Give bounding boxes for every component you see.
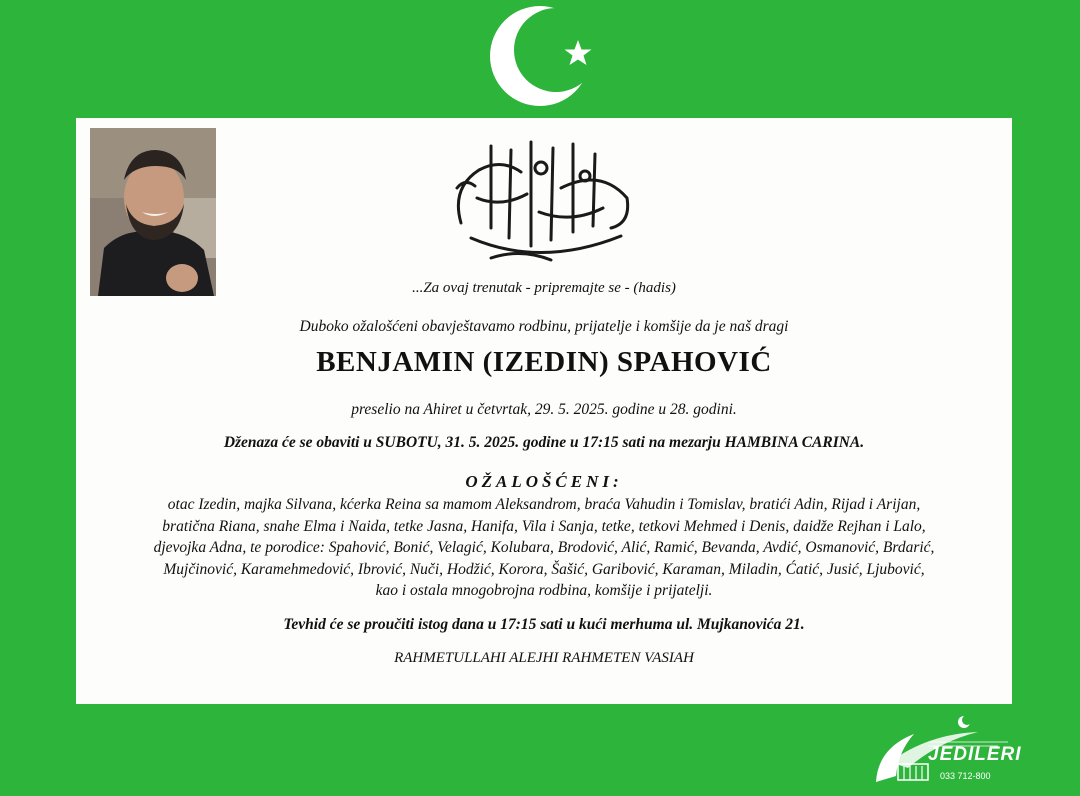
hadith-motto: ...Za ovaj trenutak - pripremajte se - (hadis) <box>412 280 676 296</box>
crescent-star-icon <box>488 4 598 109</box>
mourners-line: kao i ostala mnogobrojna rodbina, komšije i prijatelji. <box>375 582 713 599</box>
obituary-card <box>76 118 1012 704</box>
mourners-heading: OŽALOŠĆENI: <box>465 472 623 491</box>
closing-prayer: RAHMETULLAHI ALEJHI RAHMETEN VASIAH <box>394 650 694 666</box>
logo-name: JEDILERI <box>928 744 1022 765</box>
mourners-line: bratična Riana, snahe Elma i Naida, tetke Jasna, Hanifa, Vila i Sanja, tetke, tetkovi Mehmed i Denis, daidže Rejhan i Lalo, <box>162 517 926 535</box>
mourners-line: Mujčinović, Karamehmedović, Ibrović, Nuči, Hodžić, Korora, Šašić, Garibović, Karaman, Miladin, Ćatić, Jusić, Ljubović, <box>163 560 925 578</box>
intro-text: Duboko ožalošćeni obavještavamo rodbinu, prijatelje i komšije da je naš dragi <box>299 318 789 335</box>
mourners-line: djevojka Adna, te porodice: Spahović, Bonić, Velagić, Kolubara, Brodović, Alić, Ramić, Bevanda, Avdić, Osmanović, Brdarić, <box>153 539 935 556</box>
logo-phone: 033 712-800 <box>940 771 991 781</box>
passing-details: preselio na Ahiret u četvrtak, 29. 5. 2025. godine u 28. godini. <box>351 401 737 418</box>
portrait-photo <box>90 128 216 296</box>
deceased-name: BENJAMIN (IZEDIN) SPAHOVIĆ <box>316 346 772 378</box>
calligraphy-ornament <box>431 128 651 278</box>
funeral-details: Dženaza će se obaviti u SUBOTU, 31. 5. 2025. godine u 17:15 sati na mezarju HAMBINA CARINA. <box>223 434 865 451</box>
tevhid-details: Tevhid će se proučiti istog dana u 17:15 sati u kući merhuma ul. Mujkanovića 21. <box>283 616 805 633</box>
mourners-line: otac Izedin, majka Silvana, kćerka Reina sa mamom Aleksandrom, braća Vahudin i Tomislav, bratići Adin, Rijad i Arijan, <box>167 496 921 513</box>
mourners-list <box>96 494 992 602</box>
